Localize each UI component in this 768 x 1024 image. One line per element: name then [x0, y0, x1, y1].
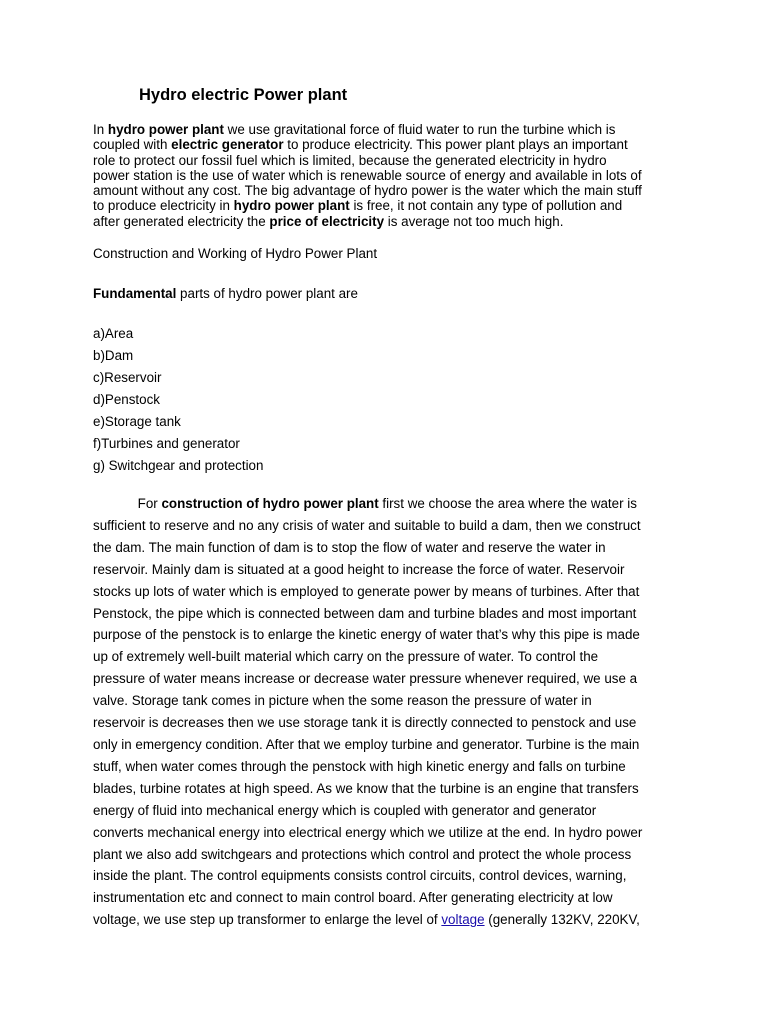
- text-run: reservoir is decreases then we use storage tank it is directly connected to penstock and use: [93, 715, 637, 731]
- bold-text: electric generator: [171, 137, 284, 153]
- text-line: [93, 668, 642, 690]
- text-run: For: [93, 496, 162, 511]
- intro-paragraph: [93, 122, 642, 229]
- text-run: role to protect our fossil fuel which is limited, because the generated electricity in hydro: [93, 152, 607, 168]
- text-run: stocks up lots of water which is employed to generate power by means of turbines. After that: [93, 583, 640, 599]
- document-title: Hydro electric Power plant: [139, 86, 348, 104]
- text-run: first we choose the area where the water is: [378, 496, 637, 511]
- text-run: up of extremely well-built material which carry on the pressure of water. To control the: [93, 649, 599, 665]
- text-line: [93, 624, 642, 646]
- text-run: Penstock, the pipe which is connected between dam and turbine blades and most important: [93, 605, 637, 621]
- text-run: to produce electricity. This power plant plays an important: [283, 137, 628, 153]
- text-run: power station is the use of water which is renewable source of energy and available in lots of: [93, 167, 642, 183]
- text-line: [93, 800, 642, 822]
- text-run: energy of fluid into mechanical energy which is coupled with generator and generator: [93, 802, 597, 818]
- text-run: reservoir. Mainly dam is situated at a good height to increase the force of water. Reservoir: [93, 561, 625, 577]
- text-run: inside the plant. The control equipments consists control circuits, control devices, warning,: [93, 868, 627, 884]
- parts-list-item: d)Penstock: [93, 392, 160, 407]
- parts-list-item: b)Dam: [93, 348, 134, 363]
- text-line: [93, 756, 642, 778]
- text-line: [93, 822, 642, 844]
- text-run: coupled with: [93, 137, 172, 153]
- parts-list-item: f)Turbines and generator: [93, 436, 240, 451]
- text-run: is free, it not contain any type of pollution and: [349, 198, 623, 214]
- text-line: [93, 214, 642, 229]
- bold-text: construction of hydro power plant: [161, 496, 379, 511]
- text-line: [93, 122, 642, 137]
- text-run: blades, turbine rotates at high speed. As we know that the turbine is an engine that transfers: [93, 780, 639, 796]
- text-line: [93, 537, 642, 559]
- fundamental-parts-line: [93, 286, 358, 301]
- text-line: [93, 559, 642, 581]
- text-run: sufficient to reserve and no any crisis of water and suitable to build a dam, then we construct: [93, 517, 641, 533]
- text-run: to produce electricity in: [93, 198, 234, 214]
- text-line: [93, 690, 642, 712]
- text-run: plant we also add switchgears and protections which control and protect the whole process: [93, 846, 632, 862]
- text-run: stuff, when water comes through the penstock with high kinetic energy and falls on turbine: [93, 758, 626, 774]
- text-line: [93, 646, 642, 668]
- text-run: instrumentation etc and connect to main control board. After generating electricity at low: [93, 890, 613, 906]
- text-line: [93, 909, 642, 931]
- text-line: [93, 712, 642, 734]
- text-run: voltage, we use step up transformer to enlarge the level of: [93, 912, 442, 928]
- construction-paragraph: [93, 493, 642, 931]
- parts-list-item: g) Switchgear and protection: [93, 458, 264, 473]
- bold-text: hydro power plant: [107, 122, 224, 137]
- text-run: (generally 132KV, 220KV,: [484, 912, 640, 928]
- text-line: [93, 887, 642, 909]
- text-run: is average not too much high.: [384, 213, 564, 229]
- text-line: [93, 515, 642, 537]
- parts-list-item: c)Reservoir: [93, 370, 162, 385]
- text-line: [93, 865, 642, 887]
- text-line: [93, 198, 642, 213]
- text-line: [93, 734, 642, 756]
- text-run: after generated electricity the: [93, 213, 270, 229]
- fundamental-rest-text: parts of hydro power plant are: [176, 286, 358, 301]
- text-line: [93, 153, 642, 168]
- text-line: [93, 168, 642, 183]
- parts-list-item: e)Storage tank: [93, 414, 181, 429]
- text-line: [93, 493, 642, 515]
- parts-list: [93, 323, 263, 477]
- text-line: [93, 183, 642, 198]
- text-line: [93, 778, 642, 800]
- text-line: [93, 137, 642, 152]
- text-run: purpose of the penstock is to enlarge the kinetic energy of water that’s why this pipe is made: [93, 627, 640, 643]
- text-line: [93, 844, 642, 866]
- text-run: valve. Storage tank comes in picture when the some reason the pressure of water in: [93, 693, 592, 709]
- fundamental-bold-text: Fundamental: [93, 286, 177, 301]
- bold-text: price of electricity: [269, 213, 385, 229]
- text-run: we use gravitational force of fluid water to run the turbine which is: [223, 122, 616, 137]
- text-run: In: [93, 122, 108, 137]
- parts-list-item: a)Area: [93, 326, 134, 341]
- bold-text: hydro power plant: [233, 198, 350, 214]
- text-run: amount without any cost. The big advantage of hydro power is the water which the main stuff: [93, 183, 642, 199]
- text-line: [93, 581, 642, 603]
- construction-heading: Construction and Working of Hydro Power Plant: [93, 246, 378, 261]
- text-line: [93, 603, 642, 625]
- text-run: the dam. The main function of dam is to stop the flow of water and reserve the water in: [93, 539, 606, 555]
- text-run: only in emergency condition. After that we employ turbine and generator. Turbine is the main: [93, 736, 640, 752]
- text-run: converts mechanical energy into electrical energy which we utilize at the end. In hydro power: [93, 824, 643, 840]
- text-run: pressure of water means increase or decrease water pressure whenever required, we use a: [93, 671, 638, 687]
- voltage-link[interactable]: voltage: [441, 912, 485, 928]
